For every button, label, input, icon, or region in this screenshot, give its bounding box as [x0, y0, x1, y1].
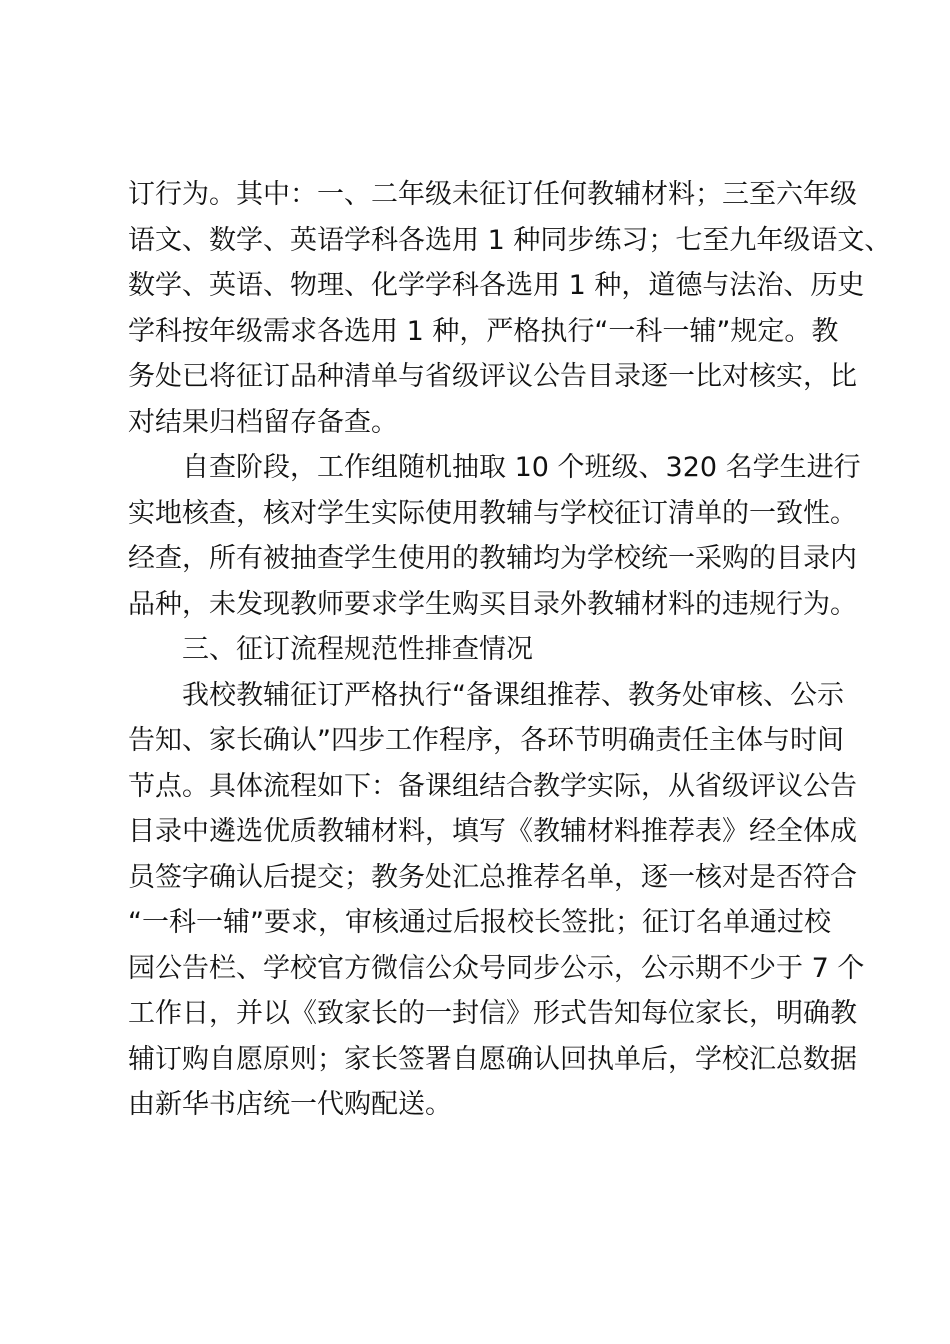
text-line: 辅订购自愿原则；家长签署自愿确认回执单后，学校汇总数据 — [128, 1043, 857, 1075]
text-line: 我校教辅征订严格执行“备课组推荐、教务处审核、公示 — [182, 679, 844, 711]
text-line: 工作日，并以《致家长的一封信》形式告知每位家长，明确教 — [128, 998, 857, 1029]
paragraph-3 — [128, 673, 865, 1128]
text-line: “一科一辅”要求，审核通过后报校长签批；征订名单通过校 — [128, 907, 831, 938]
text-line: 对结果归档留存备查。 — [128, 406, 398, 438]
text-line: 订行为。其中：一、二年级未征订任何教辅材料；三至六年级 — [128, 179, 857, 210]
text-line: 由新华书店统一代购配送。 — [128, 1089, 452, 1120]
text-line: 节点。具体流程如下：备课组结合教学实际，从省级评议公告 — [128, 770, 857, 802]
paragraph-1 — [128, 172, 892, 445]
text-line: 务处已将征订品种清单与省级评议公告目录逐一比对核实，比 — [128, 361, 857, 392]
text-line: 语文、数学、英语学科各选用 1 种同步练习；七至九年级语文、 — [128, 224, 892, 256]
text-line: 目录中遴选优质教辅材料，填写《教辅材料推荐表》经全体成 — [128, 816, 857, 847]
paragraph-2 — [128, 445, 861, 627]
text-line: 数学、英语、物理、化学学科各选用 1 种，道德与法治、历史 — [128, 270, 865, 301]
text-line: 实地核查，核对学生实际使用教辅与学校征订清单的一致性。 — [128, 497, 857, 529]
section-heading — [128, 627, 828, 673]
document-body — [128, 172, 892, 1128]
text-line: 自查阶段，工作组随机抽取 10 个班级、320 名学生进行 — [182, 452, 861, 483]
text-line: 员签字确认后提交；教务处汇总推荐名单，逐一核对是否符合 — [128, 861, 857, 893]
section-heading-text: 三、征订流程规范性排查情况 — [182, 634, 533, 665]
text-line: 经查，所有被抽查学生使用的教辅均为学校统一采购的目录内 — [128, 543, 857, 574]
text-line: 告知、家长确认”四步工作程序，各环节明确责任主体与时间 — [128, 725, 844, 756]
text-line: 品种，未发现教师要求学生购买目录外教辅材料的违规行为。 — [128, 588, 857, 620]
text-line: 学科按年级需求各选用 1 种，严格执行“一科一辅”规定。教 — [128, 315, 839, 347]
text-line: 园公告栏、学校官方微信公众号同步公示，公示期不少于 7 个 — [128, 952, 865, 984]
